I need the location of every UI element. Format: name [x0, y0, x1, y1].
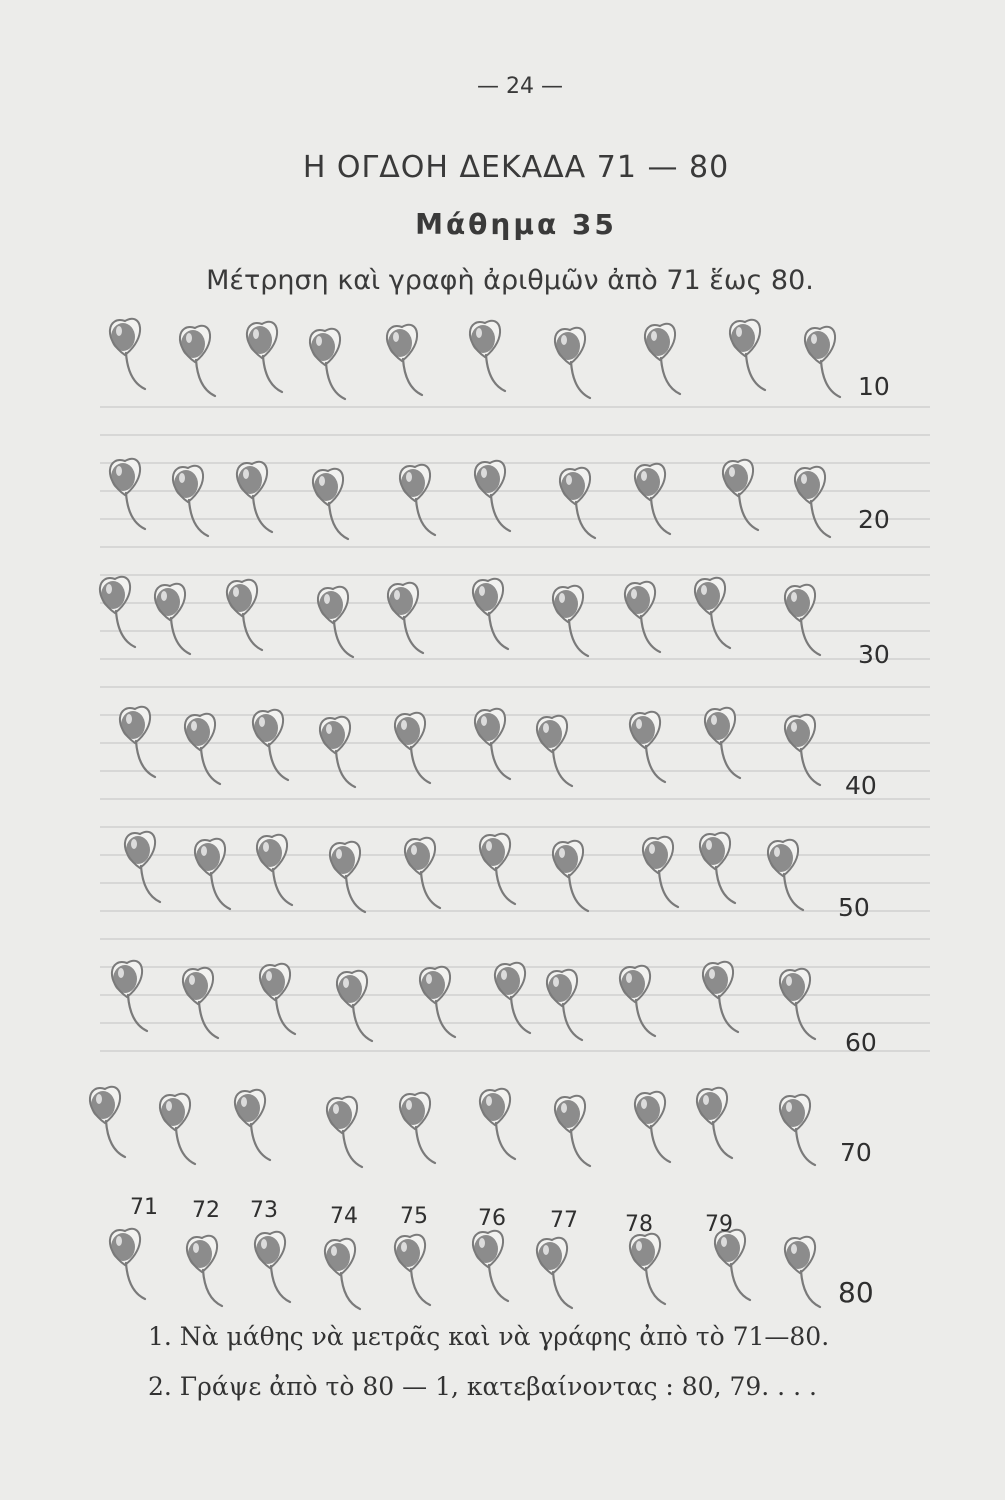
cherry-52 — [183, 968, 218, 1038]
cherry-label-73: 73 — [250, 1198, 278, 1223]
cherry-1 — [110, 319, 145, 389]
cherry-40 — [785, 715, 820, 785]
cherry-7 — [555, 328, 590, 398]
cherry-43 — [257, 835, 292, 905]
cherry-54 — [337, 971, 372, 1041]
cherry-53 — [260, 964, 295, 1034]
cherry-68 — [635, 1092, 670, 1162]
cherry-50 — [768, 840, 803, 910]
cherry-6 — [470, 321, 505, 391]
cherry-42 — [195, 839, 230, 909]
cherry-label-75: 75 — [400, 1204, 428, 1229]
cherry-70 — [780, 1095, 815, 1165]
cherry-32 — [185, 714, 220, 784]
cherry-9 — [730, 320, 765, 390]
cherry-12 — [173, 466, 208, 536]
cherry-28 — [625, 582, 660, 652]
cherry-label-71: 71 — [130, 1195, 158, 1220]
cherry-label-79: 79 — [705, 1212, 733, 1237]
cherry-25 — [388, 583, 423, 653]
cherry-label-76: 76 — [478, 1206, 506, 1231]
cherry-26 — [473, 579, 508, 649]
cherry-59 — [703, 962, 738, 1032]
cherry-10 — [805, 327, 840, 397]
cherry-4 — [310, 329, 345, 399]
cherry-8 — [645, 324, 680, 394]
cherry-72 — [187, 1236, 222, 1306]
cherry-58 — [620, 966, 655, 1036]
page-number: — 24 — — [477, 74, 563, 99]
cherry-35 — [395, 713, 430, 783]
cherry-62 — [160, 1094, 195, 1164]
cherry-51 — [112, 961, 147, 1031]
cherry-71 — [110, 1229, 145, 1299]
cherry-label-72: 72 — [192, 1198, 220, 1223]
cherry-37 — [537, 716, 572, 786]
lesson-subtitle: Μέτρηση καὶ γραφὴ ἀριθμῶν ἀπὸ 71 ἕως 80. — [206, 265, 814, 296]
cherry-55 — [420, 967, 455, 1037]
cherry-64 — [327, 1097, 362, 1167]
cherry-56 — [495, 963, 530, 1033]
instruction-1: 1. Νὰ μάθης νὰ μετρᾶς καὶ νὰ γράφης ἀπὸ τὸ 71—80. — [148, 1322, 830, 1351]
cherry-20 — [795, 467, 830, 537]
row-count-60: 60 — [845, 1028, 877, 1057]
cherry-78 — [630, 1234, 665, 1304]
cherry-80 — [785, 1237, 820, 1307]
row-count-70: 70 — [840, 1138, 872, 1167]
cherry-77 — [537, 1238, 572, 1308]
cherry-46 — [480, 834, 515, 904]
cherry-30 — [785, 585, 820, 655]
cherry-22 — [155, 584, 190, 654]
cherry-19 — [723, 460, 758, 530]
cherry-41 — [125, 832, 160, 902]
cherry-17 — [560, 468, 595, 538]
cherry-3 — [247, 322, 282, 392]
cherry-44 — [330, 842, 365, 912]
chapter-title: Η ΟΓΔΟΗ ΔΕΚΑΔΑ 71 — 80 — [302, 150, 730, 185]
cherry-66 — [480, 1089, 515, 1159]
cherry-79 — [715, 1230, 750, 1300]
cherry-39 — [705, 708, 740, 778]
cherry-67 — [555, 1096, 590, 1166]
cherry-14 — [313, 469, 348, 539]
cherry-29 — [695, 578, 730, 648]
instruction-2: 2. Γράψε ἀπὸ τὸ 80 — 1, κατεβαίνοντας : 80, 79. . . . — [148, 1372, 817, 1401]
cherry-21 — [100, 577, 135, 647]
lesson-heading: Μάθημα 35 — [415, 208, 617, 241]
cherry-69 — [697, 1088, 732, 1158]
cherry-36 — [475, 709, 510, 779]
cherry-73 — [255, 1232, 290, 1302]
cherry-27 — [553, 586, 588, 656]
cherry-63 — [235, 1090, 270, 1160]
cherry-74 — [325, 1239, 360, 1309]
row-count-50: 50 — [838, 893, 870, 922]
cherry-47 — [553, 841, 588, 911]
cherry-61 — [90, 1087, 125, 1157]
cherry-65 — [400, 1093, 435, 1163]
cherry-label-78: 78 — [625, 1212, 653, 1237]
cherry-49 — [700, 833, 735, 903]
cherry-11 — [110, 459, 145, 529]
cherry-34 — [320, 717, 355, 787]
cherry-2 — [180, 326, 215, 396]
cherry-48 — [643, 837, 678, 907]
cherry-57 — [547, 970, 582, 1040]
cherry-23 — [227, 580, 262, 650]
cherry-31 — [120, 707, 155, 777]
cherry-33 — [253, 710, 288, 780]
cherry-label-74: 74 — [330, 1204, 358, 1229]
cherry-label-77: 77 — [550, 1208, 578, 1233]
cherry-5 — [387, 325, 422, 395]
cherry-76 — [473, 1231, 508, 1301]
row-count-40: 40 — [845, 771, 877, 800]
cherry-18 — [635, 464, 670, 534]
cherry-15 — [400, 465, 435, 535]
row-count-80: 80 — [838, 1276, 874, 1309]
cherry-38 — [630, 712, 665, 782]
cherry-13 — [237, 462, 272, 532]
cherry-16 — [475, 461, 510, 531]
cherry-75 — [395, 1235, 430, 1305]
row-count-10: 10 — [858, 372, 890, 401]
row-count-30: 30 — [858, 640, 890, 669]
cherry-24 — [318, 587, 353, 657]
cherry-45 — [405, 838, 440, 908]
row-count-20: 20 — [858, 505, 890, 534]
cherry-60 — [780, 969, 815, 1039]
